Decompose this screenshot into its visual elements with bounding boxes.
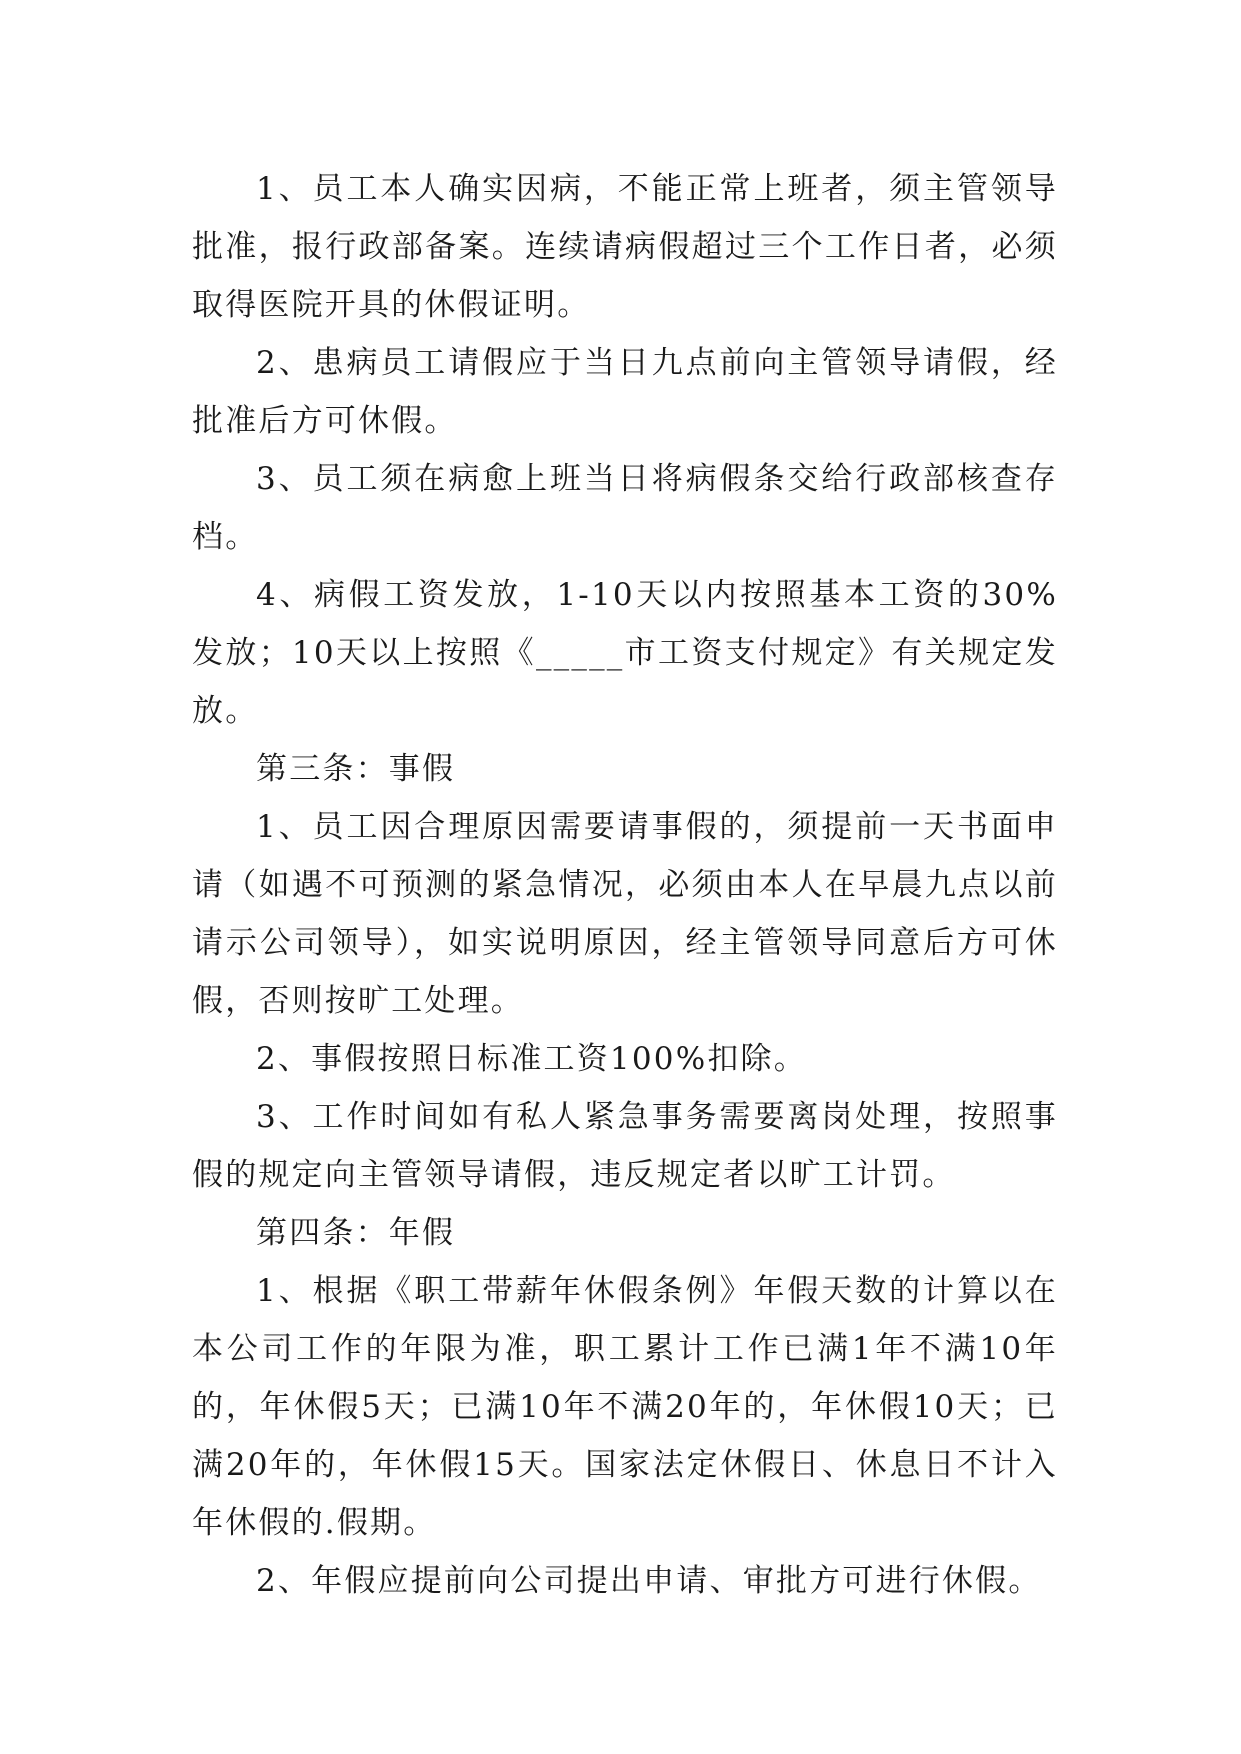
personal-leave-item-3: 3、工作时间如有私人紧急事务需要离岗处理，按照事假的规定向主管领导请假，违反规定者以旷工计罚。 <box>192 1099 1058 1193</box>
personal-leave-item-2: 2、事假按照日标准工资100%扣除。 <box>256 1041 807 1077</box>
personal-leave-item-1: 1、员工因合理原因需要请事假的，须提前一天书面申请（如遇不可预测的紧急情况，必须由本人在早晨九点以前请示公司领导），如实说明原因，经主管领导同意后方可休假，否则按旷工处理。 <box>192 809 1058 1019</box>
section-heading-personal-leave: 第三条：事假 <box>256 751 456 787</box>
annual-leave-item-1: 1、根据《职工带薪年休假条例》年假天数的计算以在本公司工作的年限为准，职工累计工作已满1年不满10年的，年休假5天；已满10年不满20年的，年休假10天；已满20年的，年休假15天。国家法定休假日、休息日不计入年休假的.假期。 <box>192 1273 1058 1541</box>
sick-leave-item-1: 1、员工本人确实因病，不能正常上班者，须主管领导批准，报行政部备案。连续请病假超过三个工作日者，必须取得医院开具的休假证明。 <box>192 171 1058 323</box>
sick-leave-item-4: 4、病假工资发放，1-10天以内按照基本工资的30%发放；10天以上按照《_____市工资支付规定》有关规定发放。 <box>192 577 1058 729</box>
section-heading-annual-leave: 第四条：年假 <box>256 1215 456 1251</box>
document-body <box>192 160 1058 1610</box>
sick-leave-item-2: 2、患病员工请假应于当日九点前向主管领导请假，经批准后方可休假。 <box>192 345 1058 439</box>
sick-leave-item-3: 3、员工须在病愈上班当日将病假条交给行政部核查存档。 <box>192 461 1058 555</box>
annual-leave-item-2: 2、年假应提前向公司提出申请、审批方可进行休假。 <box>256 1563 1042 1599</box>
